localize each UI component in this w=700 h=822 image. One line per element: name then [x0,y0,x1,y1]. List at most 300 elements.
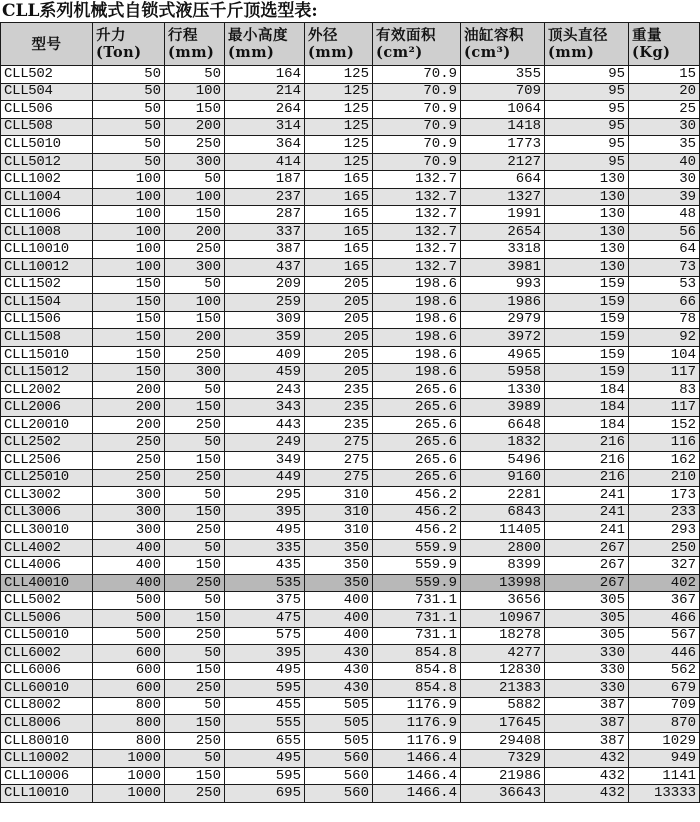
cell-eff-area: 70.9 [373,83,461,101]
cell-stroke: 250 [165,522,225,540]
cell-eff-area: 731.1 [373,609,461,627]
cell-oil-volume: 8399 [461,557,545,575]
cell-eff-area: 1466.4 [373,785,461,803]
cell-model: CLL508 [1,118,93,136]
cell-weight: 78 [629,311,700,329]
cell-eff-area: 198.6 [373,276,461,294]
cell-weight: 15 [629,66,700,84]
cell-model: CLL40010 [1,574,93,592]
cell-eff-area: 456.2 [373,522,461,540]
cell-saddle-dia: 130 [545,171,629,189]
cell-min-height: 475 [225,609,305,627]
cell-eff-area: 456.2 [373,487,461,505]
cell-saddle-dia: 387 [545,697,629,715]
cell-stroke: 50 [165,697,225,715]
cell-capacity: 250 [93,469,165,487]
cell-outer-dia: 350 [305,574,373,592]
cell-weight: 709 [629,697,700,715]
cell-capacity: 400 [93,539,165,557]
cell-outer-dia: 310 [305,487,373,505]
cell-model: CLL10006 [1,767,93,785]
cell-min-height: 535 [225,574,305,592]
cell-weight: 30 [629,171,700,189]
cell-min-height: 437 [225,259,305,277]
cell-saddle-dia: 241 [545,522,629,540]
cell-eff-area: 731.1 [373,592,461,610]
cell-saddle-dia: 387 [545,715,629,733]
cell-min-height: 264 [225,101,305,119]
cell-outer-dia: 125 [305,83,373,101]
cell-saddle-dia: 159 [545,346,629,364]
cell-oil-volume: 10967 [461,609,545,627]
cell-weight: 466 [629,609,700,627]
cell-capacity: 150 [93,346,165,364]
cell-weight: 293 [629,522,700,540]
cell-capacity: 250 [93,452,165,470]
cell-eff-area: 1176.9 [373,715,461,733]
cell-eff-area: 1466.4 [373,750,461,768]
cell-oil-volume: 13998 [461,574,545,592]
cell-capacity: 800 [93,732,165,750]
table-row [1,153,700,171]
cell-outer-dia: 125 [305,101,373,119]
table-row [1,750,700,768]
cell-model: CLL5010 [1,136,93,154]
cell-weight: 13333 [629,785,700,803]
cell-saddle-dia: 267 [545,574,629,592]
cell-oil-volume: 1418 [461,118,545,136]
cell-capacity: 300 [93,487,165,505]
cell-capacity: 300 [93,504,165,522]
cell-oil-volume: 2127 [461,153,545,171]
cell-min-height: 164 [225,66,305,84]
cell-outer-dia: 560 [305,785,373,803]
cell-eff-area: 132.7 [373,171,461,189]
cell-stroke: 150 [165,609,225,627]
cell-capacity: 600 [93,680,165,698]
cell-capacity: 100 [93,241,165,259]
cell-stroke: 250 [165,785,225,803]
cell-min-height: 349 [225,452,305,470]
cell-oil-volume: 29408 [461,732,545,750]
column-header-eff-area: 有效面积 (cm²) [373,23,461,66]
table-row [1,346,700,364]
cell-saddle-dia: 216 [545,434,629,452]
cell-weight: 117 [629,364,700,382]
cell-min-height: 359 [225,329,305,347]
cell-saddle-dia: 305 [545,627,629,645]
cell-oil-volume: 18278 [461,627,545,645]
cell-model: CLL506 [1,101,93,119]
table-row [1,697,700,715]
cell-stroke: 50 [165,381,225,399]
cell-stroke: 150 [165,452,225,470]
cell-model: CLL3002 [1,487,93,505]
cell-model: CLL1508 [1,329,93,347]
cell-weight: 870 [629,715,700,733]
cell-outer-dia: 205 [305,276,373,294]
cell-saddle-dia: 432 [545,767,629,785]
cell-capacity: 500 [93,592,165,610]
cell-capacity: 150 [93,294,165,312]
cell-min-height: 575 [225,627,305,645]
cell-stroke: 50 [165,539,225,557]
cell-eff-area: 559.9 [373,539,461,557]
cell-eff-area: 198.6 [373,329,461,347]
column-header-stroke: 行程 (mm) [165,23,225,66]
cell-eff-area: 132.7 [373,223,461,241]
cell-eff-area: 265.6 [373,381,461,399]
cell-stroke: 150 [165,311,225,329]
cell-min-height: 209 [225,276,305,294]
cell-min-height: 435 [225,557,305,575]
cell-oil-volume: 5958 [461,364,545,382]
cell-oil-volume: 2979 [461,311,545,329]
cell-min-height: 314 [225,118,305,136]
column-header-outer-dia: 外径 (mm) [305,23,373,66]
cell-min-height: 337 [225,223,305,241]
column-header-saddle-dia: 顶头直径 (mm) [545,23,629,66]
cell-model: CLL8006 [1,715,93,733]
cell-weight: 562 [629,662,700,680]
cell-outer-dia: 275 [305,434,373,452]
cell-model: CLL50010 [1,627,93,645]
cell-eff-area: 854.8 [373,662,461,680]
cell-weight: 53 [629,276,700,294]
cell-outer-dia: 560 [305,767,373,785]
cell-eff-area: 456.2 [373,504,461,522]
cell-oil-volume: 2800 [461,539,545,557]
cell-saddle-dia: 267 [545,539,629,557]
cell-model: CLL2002 [1,381,93,399]
cell-stroke: 100 [165,188,225,206]
cell-capacity: 100 [93,259,165,277]
cell-model: CLL6006 [1,662,93,680]
cell-stroke: 250 [165,136,225,154]
cell-weight: 327 [629,557,700,575]
cell-model: CLL1502 [1,276,93,294]
cell-weight: 446 [629,645,700,663]
cell-capacity: 50 [93,66,165,84]
cell-saddle-dia: 241 [545,504,629,522]
cell-outer-dia: 165 [305,223,373,241]
table-row [1,66,700,84]
cell-oil-volume: 11405 [461,522,545,540]
cell-min-height: 295 [225,487,305,505]
cell-saddle-dia: 184 [545,381,629,399]
cell-model: CLL20010 [1,416,93,434]
cell-outer-dia: 310 [305,522,373,540]
cell-outer-dia: 505 [305,697,373,715]
cell-model: CLL10012 [1,259,93,277]
cell-eff-area: 265.6 [373,469,461,487]
cell-model: CLL1004 [1,188,93,206]
cell-capacity: 50 [93,83,165,101]
cell-model: CLL4006 [1,557,93,575]
cell-capacity: 100 [93,223,165,241]
cell-min-height: 287 [225,206,305,224]
cell-weight: 162 [629,452,700,470]
cell-outer-dia: 125 [305,153,373,171]
cell-stroke: 150 [165,504,225,522]
cell-eff-area: 70.9 [373,153,461,171]
cell-stroke: 250 [165,627,225,645]
cell-saddle-dia: 130 [545,206,629,224]
cell-outer-dia: 400 [305,592,373,610]
cell-eff-area: 854.8 [373,680,461,698]
cell-weight: 173 [629,487,700,505]
cell-oil-volume: 4965 [461,346,545,364]
cell-eff-area: 132.7 [373,241,461,259]
cell-eff-area: 132.7 [373,259,461,277]
cell-saddle-dia: 241 [545,487,629,505]
cell-saddle-dia: 159 [545,329,629,347]
table-row [1,469,700,487]
cell-outer-dia: 235 [305,416,373,434]
cell-weight: 104 [629,346,700,364]
cell-oil-volume: 21383 [461,680,545,698]
cell-stroke: 200 [165,329,225,347]
column-header-min-height: 最小高度 (mm) [225,23,305,66]
cell-outer-dia: 430 [305,645,373,663]
cell-capacity: 1000 [93,767,165,785]
table-row [1,732,700,750]
cell-outer-dia: 205 [305,346,373,364]
cell-eff-area: 132.7 [373,188,461,206]
table-title: CLL系列机械式自锁式液压千斤顶选型表: [2,1,318,21]
cell-outer-dia: 165 [305,241,373,259]
cell-saddle-dia: 184 [545,399,629,417]
cell-min-height: 555 [225,715,305,733]
cell-weight: 73 [629,259,700,277]
cell-stroke: 250 [165,346,225,364]
cell-weight: 40 [629,153,700,171]
cell-oil-volume: 664 [461,171,545,189]
cell-min-height: 375 [225,592,305,610]
cell-outer-dia: 235 [305,399,373,417]
cell-saddle-dia: 159 [545,276,629,294]
cell-oil-volume: 17645 [461,715,545,733]
cell-capacity: 100 [93,206,165,224]
cell-saddle-dia: 184 [545,416,629,434]
cell-capacity: 500 [93,609,165,627]
table-row [1,171,700,189]
table-row [1,592,700,610]
cell-eff-area: 559.9 [373,557,461,575]
cell-oil-volume: 1330 [461,381,545,399]
cell-min-height: 495 [225,522,305,540]
cell-stroke: 150 [165,662,225,680]
cell-oil-volume: 21986 [461,767,545,785]
cell-stroke: 300 [165,259,225,277]
cell-outer-dia: 205 [305,329,373,347]
cell-min-height: 395 [225,504,305,522]
cell-outer-dia: 205 [305,364,373,382]
cell-oil-volume: 2281 [461,487,545,505]
cell-min-height: 595 [225,767,305,785]
cell-saddle-dia: 432 [545,750,629,768]
table-row [1,452,700,470]
cell-weight: 949 [629,750,700,768]
cell-min-height: 187 [225,171,305,189]
cell-oil-volume: 4277 [461,645,545,663]
cell-outer-dia: 275 [305,452,373,470]
cell-outer-dia: 205 [305,294,373,312]
cell-oil-volume: 355 [461,66,545,84]
cell-oil-volume: 12830 [461,662,545,680]
cell-model: CLL1506 [1,311,93,329]
cell-stroke: 150 [165,767,225,785]
cell-outer-dia: 310 [305,504,373,522]
table-row [1,136,700,154]
table-row [1,259,700,277]
cell-outer-dia: 165 [305,171,373,189]
cell-min-height: 443 [225,416,305,434]
cell-capacity: 150 [93,276,165,294]
cell-eff-area: 559.9 [373,574,461,592]
cell-outer-dia: 505 [305,715,373,733]
cell-oil-volume: 1991 [461,206,545,224]
column-header-oil-volume: 油缸容积 (cm³) [461,23,545,66]
table-row [1,522,700,540]
cell-eff-area: 70.9 [373,101,461,119]
cell-saddle-dia: 267 [545,557,629,575]
cell-stroke: 250 [165,469,225,487]
cell-saddle-dia: 95 [545,66,629,84]
cell-capacity: 50 [93,101,165,119]
cell-capacity: 150 [93,311,165,329]
table-row [1,118,700,136]
table-row [1,785,700,803]
cell-model: CLL15010 [1,346,93,364]
cell-model: CLL5006 [1,609,93,627]
cell-oil-volume: 3656 [461,592,545,610]
cell-model: CLL1504 [1,294,93,312]
cell-min-height: 364 [225,136,305,154]
cell-min-height: 237 [225,188,305,206]
cell-outer-dia: 165 [305,188,373,206]
cell-capacity: 50 [93,118,165,136]
cell-weight: 567 [629,627,700,645]
cell-stroke: 200 [165,223,225,241]
table-row [1,487,700,505]
table-row [1,416,700,434]
cell-stroke: 150 [165,557,225,575]
cell-saddle-dia: 305 [545,592,629,610]
cell-outer-dia: 350 [305,557,373,575]
cell-oil-volume: 7329 [461,750,545,768]
cell-stroke: 50 [165,750,225,768]
cell-min-height: 695 [225,785,305,803]
cell-eff-area: 198.6 [373,311,461,329]
table-row [1,645,700,663]
cell-oil-volume: 1986 [461,294,545,312]
cell-saddle-dia: 130 [545,223,629,241]
cell-model: CLL2502 [1,434,93,452]
cell-weight: 679 [629,680,700,698]
cell-outer-dia: 505 [305,732,373,750]
cell-min-height: 595 [225,680,305,698]
cell-weight: 367 [629,592,700,610]
cell-saddle-dia: 130 [545,188,629,206]
table-row [1,715,700,733]
cell-weight: 83 [629,381,700,399]
cell-min-height: 495 [225,750,305,768]
cell-eff-area: 854.8 [373,645,461,663]
cell-stroke: 250 [165,416,225,434]
cell-saddle-dia: 130 [545,259,629,277]
cell-weight: 39 [629,188,700,206]
cell-saddle-dia: 95 [545,101,629,119]
cell-stroke: 250 [165,732,225,750]
cell-stroke: 50 [165,171,225,189]
cell-capacity: 500 [93,627,165,645]
cell-oil-volume: 6843 [461,504,545,522]
cell-eff-area: 198.6 [373,346,461,364]
cell-oil-volume: 3981 [461,259,545,277]
cell-outer-dia: 350 [305,539,373,557]
cell-weight: 64 [629,241,700,259]
cell-stroke: 150 [165,715,225,733]
cell-weight: 152 [629,416,700,434]
table-row [1,504,700,522]
cell-model: CLL5012 [1,153,93,171]
cell-outer-dia: 560 [305,750,373,768]
jack-spec-table [0,22,700,803]
cell-eff-area: 731.1 [373,627,461,645]
cell-model: CLL1006 [1,206,93,224]
cell-min-height: 387 [225,241,305,259]
cell-stroke: 300 [165,153,225,171]
cell-capacity: 800 [93,715,165,733]
cell-eff-area: 198.6 [373,364,461,382]
cell-stroke: 100 [165,294,225,312]
cell-saddle-dia: 159 [545,294,629,312]
cell-stroke: 50 [165,434,225,452]
cell-weight: 48 [629,206,700,224]
table-row [1,101,700,119]
cell-weight: 210 [629,469,700,487]
cell-capacity: 800 [93,697,165,715]
cell-outer-dia: 205 [305,311,373,329]
cell-saddle-dia: 159 [545,364,629,382]
table-row [1,574,700,592]
cell-eff-area: 1176.9 [373,697,461,715]
cell-min-height: 459 [225,364,305,382]
cell-saddle-dia: 305 [545,609,629,627]
cell-min-height: 395 [225,645,305,663]
cell-saddle-dia: 95 [545,136,629,154]
cell-eff-area: 70.9 [373,66,461,84]
cell-min-height: 343 [225,399,305,417]
cell-weight: 1029 [629,732,700,750]
cell-oil-volume: 1832 [461,434,545,452]
cell-min-height: 414 [225,153,305,171]
cell-stroke: 150 [165,206,225,224]
cell-stroke: 150 [165,399,225,417]
cell-weight: 117 [629,399,700,417]
table-row [1,206,700,224]
cell-weight: 20 [629,83,700,101]
cell-outer-dia: 235 [305,381,373,399]
cell-saddle-dia: 387 [545,732,629,750]
cell-saddle-dia: 95 [545,118,629,136]
table-row [1,223,700,241]
cell-model: CLL4002 [1,539,93,557]
table-row [1,680,700,698]
cell-capacity: 400 [93,574,165,592]
cell-weight: 233 [629,504,700,522]
